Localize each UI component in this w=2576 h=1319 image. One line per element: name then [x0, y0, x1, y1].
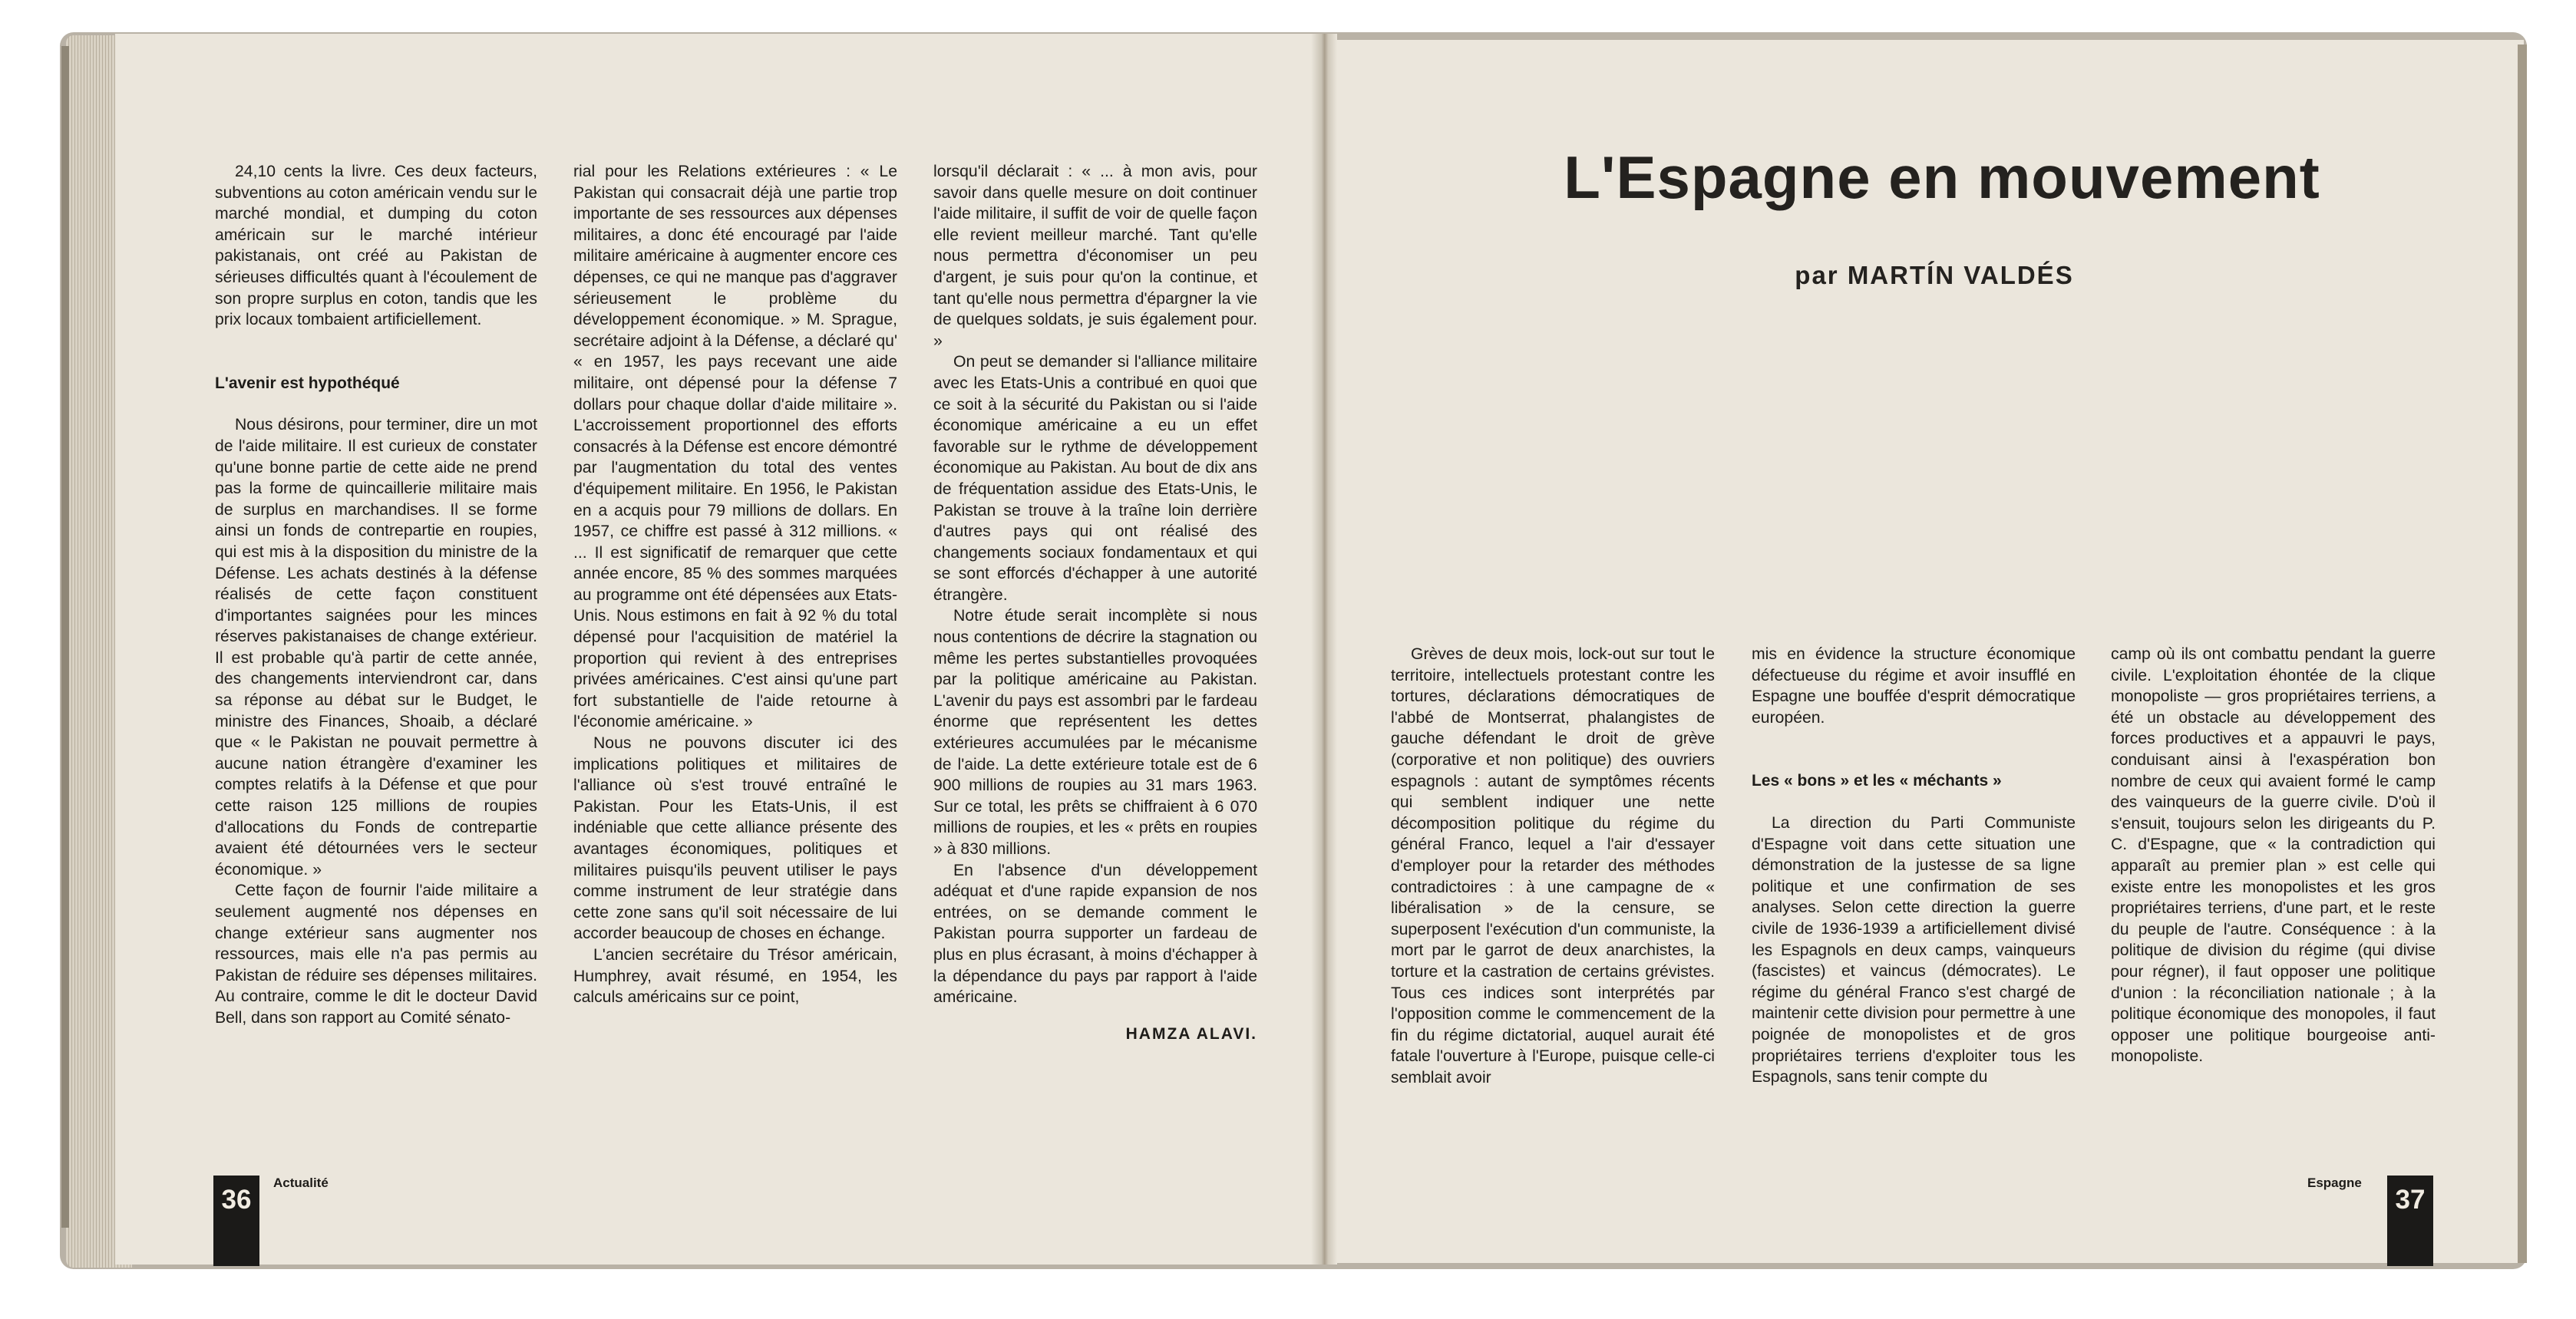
- body-paragraph: On peut se demander si l'alliance militaire avec les Etats-Unis a contribué en quoi que ce soit à la sécurité du Pakistan ou si l'aide économique américaine a eu un effet favorable sur le rythme de développement économique au Pakistan. Au bout de dix ans de fréquentation assidue des Etats-Unis, le Pakistan se trouve à la traîne loin derrière d'autres pays qui ont réalisé des changements sociaux fondamentaux et qui se sont efforcés d'échapper à une autorité étrangère.: [933, 353, 1257, 604]
- page-number-left: 36: [213, 1176, 259, 1266]
- article-title: L'Espagne en mouvement: [1564, 143, 2320, 211]
- author-signature: HAMZA ALAVI.: [1125, 1024, 1257, 1043]
- right-column-3: [2111, 644, 2436, 1067]
- body-paragraph: Nous désirons, pour terminer, dire un mot de l'aide militaire. Il est curieux de constater qu'une bonne partie de cette aide ne prend pas la forme de quincaillerie militaire mais de surplus en marchandises. Il se forme ainsi un fonds de contrepartie en roupies, qui est mis à la disposition du ministre de la Défense. Les achats destinés à la défense réalisés de cette façon constituent d'importantes saignées pour les minces réserves pakistanaises de change extérieur. Il est probable qu'à partir de cette année, des changements interviendront car, dans sa réponse au débat sur le Budget, le ministre des Finances, Shoaib, a déclaré que « le Pakistan ne pouvait permettre à aucune nation étrangère d'examiner les comptes relatifs à la Défense et que pour cette raison 125 millions de roupies d'allocations du Fonds de contrepartie avaient été détournées vers le secteur économique. »: [215, 416, 537, 879]
- body-paragraph: L'ancien secrétaire du Trésor américain, Humphrey, avait résumé, en 1954, les calculs américains sur ce point,: [573, 945, 897, 1007]
- body-paragraph: mis en évidence la structure économique défectueuse du régime et avoir insufflé en Espagne une bouffée d'esprit démocratique européen.: [1752, 645, 2076, 727]
- body-paragraph: Nous ne pouvons discuter ici des implications politiques et militaires de l'alliance où s'est trouvé entraîné le Pakistan. Pour les Etats-Unis, il est indéniable que cette alliance présente des avantages économiques, politiques et militaires puisqu'ils peuvent utiliser le pays comme instrument de leur stratégie dans cette zone sans qu'il soit nécessaire de lui accorder beaucoup de choses en échange.: [573, 734, 897, 943]
- body-paragraph: Cette façon de fournir l'aide militaire a seulement augmenté nos dépenses en change extérieur sans augmenter nos ressources, mais elle n'a pas permis au Pakistan de réduire ses dépenses militaires. Au contraire, comme le dit le docteur David Bell, dans son rapport au Comité sénato-: [215, 882, 537, 1027]
- right-edge-shade: [2518, 45, 2527, 1263]
- section-heading: Les « bons » et les « méchants »: [1752, 772, 2002, 790]
- body-paragraph: 24,10 cents la livre. Ces deux facteurs, subventions au coton américain vendu sur le marché mondial, et dumping du coton américain sur le marché intérieur pakistanais, ont créé au Pakistan de sérieuses difficultés quant à l'écoulement de son propre surplus en coton, tandis que les prix locaux tombaient artificiellement.: [215, 163, 537, 329]
- body-paragraph: rial pour les Relations extérieures : « Le Pakistan qui consacrait déjà une partie trop importante de ses ressources aux dépenses militaires, a donc été encouragé par l'aide militaire américaine à augmenter encore ces dépenses, ce qui ne manque pas d'aggraver sérieusement le problème du développement économique. » M. Sprague, secrétaire adjoint à la Défense, a déclaré qu' « en 1957, les pays recevant une aide militaire, ont dépensé pour la défense 7 dollars pour chaque dollar d'aide militaire ». L'accroissement proportionnel des efforts consacrés à la Défense est encore démontré par l'augmentation du total des ventes d'équipement militaire. En 1956, le Pakistan en a acquis pour 79 millions de dollars. En 1957, ce chiffre est passé à 312 millions. « ... Il est significatif de remarquer que cette année encore, 85 % des sommes marquées au programme ont été dépensées aux Etats-Unis. Nous estimons en fait à 92 % du total dépensé pour l'acquisition de matériel la proportion qui revient à des entreprises privées américaines. C'est ainsi qu'une part fort substantielle de l'aide retourne à l'économie américaine. »: [573, 163, 897, 731]
- section-heading: L'avenir est hypothéqué: [215, 374, 400, 392]
- section-label-right: Espagne: [2307, 1176, 2362, 1190]
- article-byline: par MARTÍN VALDÉS: [1795, 261, 2074, 289]
- left-column-2: [573, 161, 897, 1008]
- right-column-1: [1391, 644, 1715, 1088]
- section-label-left: Actualité: [273, 1176, 329, 1190]
- body-paragraph: lorsqu'il déclarait : « ... à mon avis, pour savoir dans quelle mesure on doit continuer l'aide militaire, il suffit de voir de quelle façon elle revient meilleur marché. Tant qu'elle nous permettra d'économiser un peu d'argent, je suis pour qu'on la continue, et tant qu'elle nous permettra d'épargner la vie de quelques soldats, je suis également pour. »: [933, 163, 1257, 350]
- page-number-right: 37: [2387, 1176, 2433, 1266]
- right-column-2: [1752, 644, 2076, 1088]
- body-paragraph: En l'absence d'un développement adéquat et d'une rapide expansion de nos entrées, on se demande comment le Pakistan pourra supporter un fardeau de plus en plus écrasant, à moins d'échapper à la dépendance du pays par rapport à l'aide américaine.: [933, 861, 1257, 1007]
- body-paragraph: La direction du Parti Communiste d'Espagne voit dans cette situation une démonstration de la justesse de sa ligne politique et une confirmation de ses analyses. Selon cette direction la guerre civile de 1936-1939 a artificiellement divisé les Espagnols en deux camps, vainqueurs (fascistes) et vaincus (démocrates). Le régime du général Franco s'est chargé de maintenir cette division pour permettre à une poignée de monopolistes et de gros propriétaires terriens d'exploiter tous les Espagnols, sans tenir compte du: [1752, 813, 2076, 1087]
- body-paragraph: camp où ils ont combattu pendant la guerre civile. L'exploitation éhontée de la clique monopoliste — gros propriétaires terriens, a été un obstacle au développement des forces productives et a appauvri le pays, conduisant ainsi à l'exaspération bon nombre de ceux qui avaient formé le camp des vainqueurs de la guerre civile. D'où il s'ensuit, toujours selon les dirigeants du P. C. d'Espagne, que « la contradiction qui apparaît au premier plan » est celle qui existe entre les monopolistes et les gros propriétaires terriens, d'une part, et le reste du peuple de l'autre. Conséquence : à la politique de division du régime (qui divise pour régner), il faut opposer une politique d'union : la réconciliation nationale ; à la politique économique des monopoles, il faut opposer une politique bourgeoise anti-monopoliste.: [2111, 645, 2436, 1066]
- book-gutter: [1311, 34, 1337, 1265]
- binding-strip: [61, 46, 69, 1228]
- body-paragraph: Grèves de deux mois, lock-out sur tout le territoire, intellectuels protestant contre les tortures, déclarations démocratiques de l'abbé de Montserrat, phalangistes de gauche défendant le droit de grève (corporative et non politique) des ouvriers espagnols : autant de symptômes récents qui semblent indiquer une nette décomposition politique du régime du général Franco, lequel a l'air d'essayer d'employer pour la retarder des méthodes contradictoires : à une campagne de « libéralisation » de la censure, se superposent l'exécution d'un communiste, la mort par le garrot de deux anarchistes, la torture et la castration de certains grévistes. Tous ces indices sont interprétés par l'opposition comme le commencement de la fin du régime dictatorial, auquel aurait été fatale l'ouverture à l'Europe, puisque celle-ci semblait avoir: [1391, 645, 1715, 1087]
- left-column-1: [215, 161, 537, 1029]
- body-paragraph: Notre étude serait incomplète si nous nous contentions de décrire la stagnation ou même les pertes substantielles provoquées par la politique américaine au Pakistan. L'avenir du pays est assombri par le fardeau énorme que représentent les dettes extérieures accumulées par le mécanisme de l'aide. La dette extérieure totale est de 6 900 millions de roupies au 31 mars 1963. Sur ce total, les prêts se chiffraient à 6 070 millions de roupies, et les « prêts en roupies » à 830 millions.: [933, 607, 1257, 858]
- left-column-3: [933, 161, 1257, 1044]
